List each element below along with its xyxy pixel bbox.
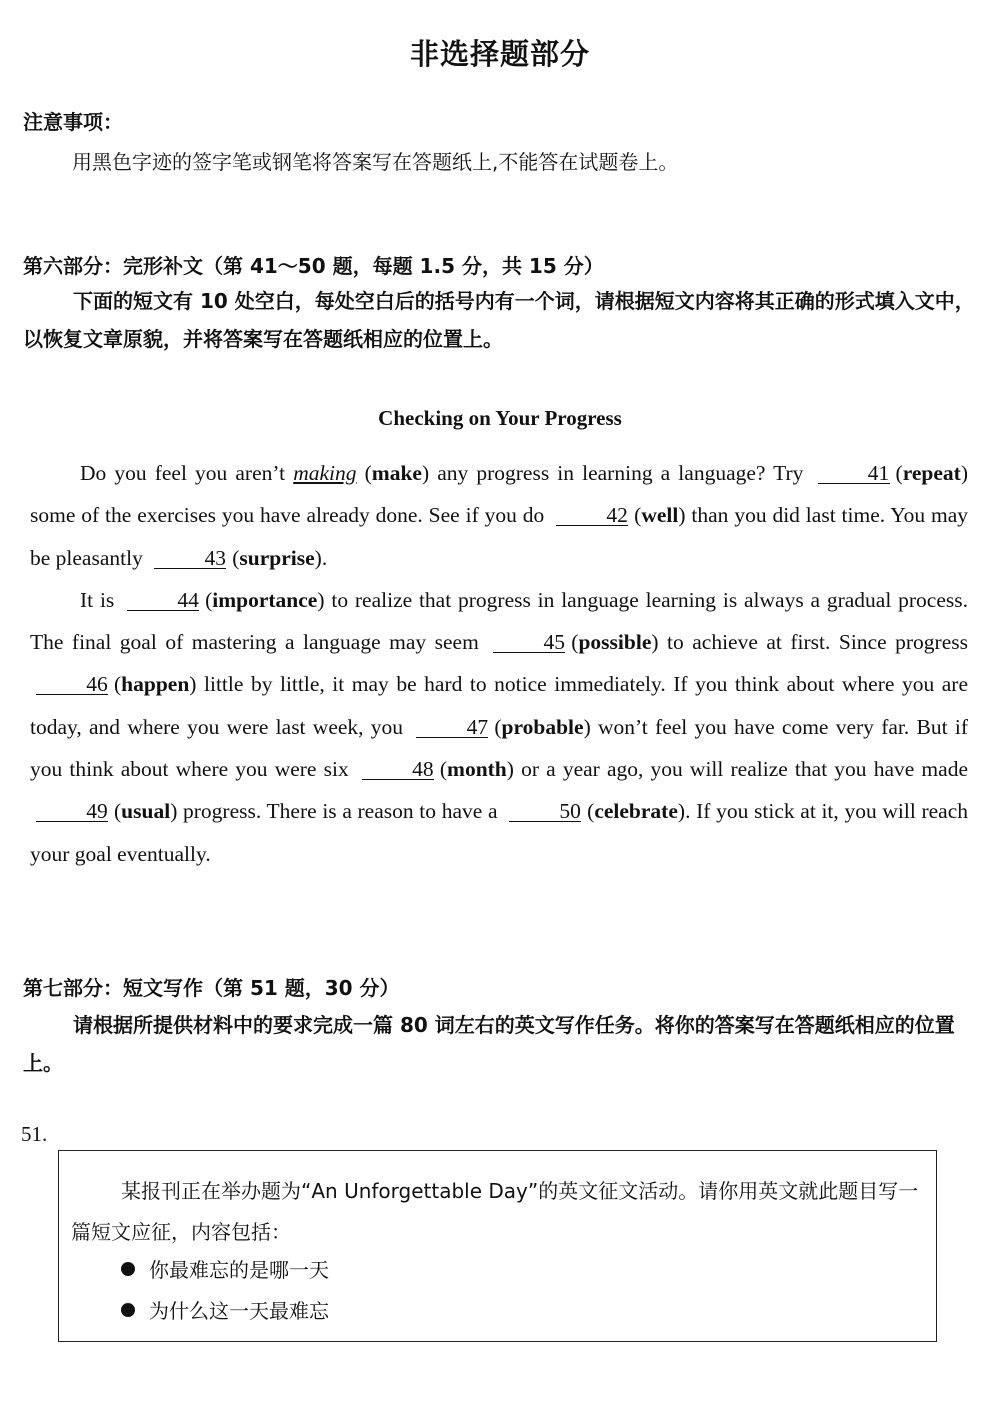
passage-paragraph-2: It is 44 (importance) to realize that progress in language learning is always a gradual process. The final goal of mastering a language may seem 45 (possible) to achieve at first. Since progress 46 (happen) little by little, it may be hard to notice immediately. If you think about where you are today, and where you were last week, you 47 (probable) won’t feel you have come very far. But if you think about where you were six 48 (month) or a year ago, you will realize that you have made 49 (usual) progress. There is a reason to have a 50 (celebrate). If you stick at it, you will reach your goal eventually. bbox=[30, 587, 969, 866]
notice-heading: 注意事项： bbox=[23, 110, 123, 134]
hint-47: probable bbox=[501, 714, 584, 739]
writing-task-box bbox=[58, 1150, 937, 1342]
blank-46: 46 bbox=[36, 674, 108, 695]
page-title: 非选择题部分 bbox=[409, 37, 590, 71]
bullet-icon bbox=[121, 1262, 135, 1276]
bullet-icon bbox=[121, 1303, 135, 1317]
hint-48: month bbox=[447, 757, 507, 782]
passage-paragraph-1: Do you feel you aren’t making (make) any progress in learning a language? Try 41 (repeat) some of the exercises you have already done. See if you do 42 (well) than you did last time. You may be pleasantly 43 (surprise). bbox=[30, 461, 968, 570]
writing-task-text: 某报刊正在举办题为“An Unforgettable Day”的英文征文活动。请你用英文就此题目写一篇短文应征，内容包括： bbox=[71, 1179, 919, 1244]
passage-title: Checking on Your Progress bbox=[378, 406, 622, 430]
blank-41: 41 bbox=[818, 463, 890, 484]
blank-47: 47 bbox=[416, 717, 488, 738]
part6-instruction: 下面的短文有 10 处空白，每处空白后的括号内有一个词，请根据短文内容将其正确的形式填入文中，以恢复文章原貌，并将答案写在答题纸相应的位置上。 bbox=[23, 289, 975, 351]
blank-45: 45 bbox=[493, 632, 565, 653]
blank-42: 42 bbox=[556, 505, 628, 526]
part7-instruction: 请根据所提供材料中的要求完成一篇 80 词左右的英文写作任务。将你的答案写在答题纸相应的位置上。 bbox=[23, 1013, 955, 1075]
question-number: 51. bbox=[21, 1122, 48, 1146]
notice-text: 用黑色字迹的签字笔或钢笔将答案写在答题纸上,不能答在试题卷上。 bbox=[72, 150, 679, 174]
hint-42: well bbox=[641, 503, 679, 528]
hint-43: surprise bbox=[239, 545, 315, 570]
blank-43: 43 bbox=[154, 548, 226, 569]
hint-50: celebrate bbox=[594, 799, 678, 824]
task-bullet-1: 你最难忘的是哪一天 bbox=[121, 1254, 329, 1283]
hint-45: possible bbox=[578, 630, 652, 655]
blank-50: 50 bbox=[509, 801, 581, 822]
example-answer: making bbox=[293, 461, 357, 485]
hint-49: usual bbox=[121, 799, 171, 824]
cloze-passage bbox=[30, 452, 968, 875]
task-bullet-2: 为什么这一天最难忘 bbox=[121, 1295, 329, 1324]
hint-41: repeat bbox=[902, 461, 961, 485]
hint-46: happen bbox=[121, 672, 190, 697]
part6-heading: 第六部分：完形补文（第 41～50 题，每题 1.5 分，共 15 分） bbox=[23, 254, 604, 278]
hint-44: importance bbox=[212, 587, 318, 612]
blank-49: 49 bbox=[36, 801, 108, 822]
blank-44: 44 bbox=[127, 590, 199, 611]
blank-48: 48 bbox=[362, 759, 434, 780]
example-hint: make bbox=[371, 461, 422, 485]
part7-heading: 第七部分：短文写作（第 51 题，30 分） bbox=[23, 976, 400, 1000]
